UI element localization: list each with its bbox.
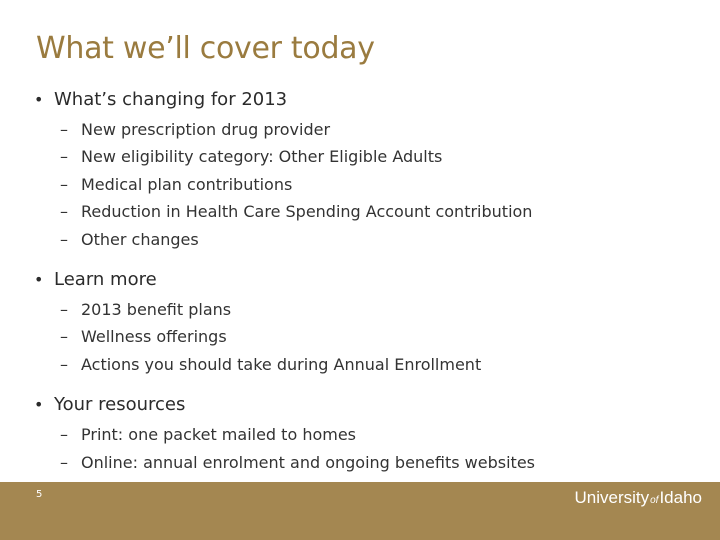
section-heading-learn-more: • Learn more — [34, 269, 157, 290]
dash-icon: – — [60, 327, 68, 346]
list-item: – Medical plan contributions — [60, 175, 293, 194]
list-item: – New eligibility category: Other Eligible Adults — [60, 147, 443, 166]
bullet-icon: • — [34, 270, 44, 289]
dash-icon: – — [60, 300, 68, 319]
dash-icon: – — [60, 425, 68, 444]
list-item: – Online: annual enrolment and ongoing benefits websites — [60, 453, 535, 472]
dash-icon: – — [60, 230, 68, 249]
footer-bar — [0, 482, 720, 540]
dash-icon: – — [60, 175, 68, 194]
section-heading-changes: • What’s changing for 2013 — [34, 89, 288, 110]
list-item: – Reduction in Health Care Spending Account contribution — [60, 202, 533, 221]
dash-icon: – — [60, 453, 68, 472]
list-item: – 2013 benefit plans — [60, 300, 232, 319]
list-item: – New prescription drug provider — [60, 120, 331, 139]
dash-icon: – — [60, 147, 68, 166]
section-heading-resources: • Your resources — [34, 394, 186, 415]
university-logo: UniversityofIdaho — [574, 488, 702, 507]
bullet-icon: • — [34, 90, 44, 109]
list-item: – Print: one packet mailed to homes — [60, 425, 357, 444]
list-item: – Other changes — [60, 230, 199, 249]
dash-icon: – — [60, 202, 68, 221]
dash-icon: – — [60, 120, 68, 139]
list-item: – Actions you should take during Annual Enrollment — [60, 355, 482, 374]
dash-icon: – — [60, 355, 68, 374]
bullet-icon: • — [34, 395, 44, 414]
slide-title: What we’ll cover today — [36, 31, 375, 66]
list-item: – Wellness offerings — [60, 327, 227, 346]
page-number: 5 — [36, 489, 43, 500]
